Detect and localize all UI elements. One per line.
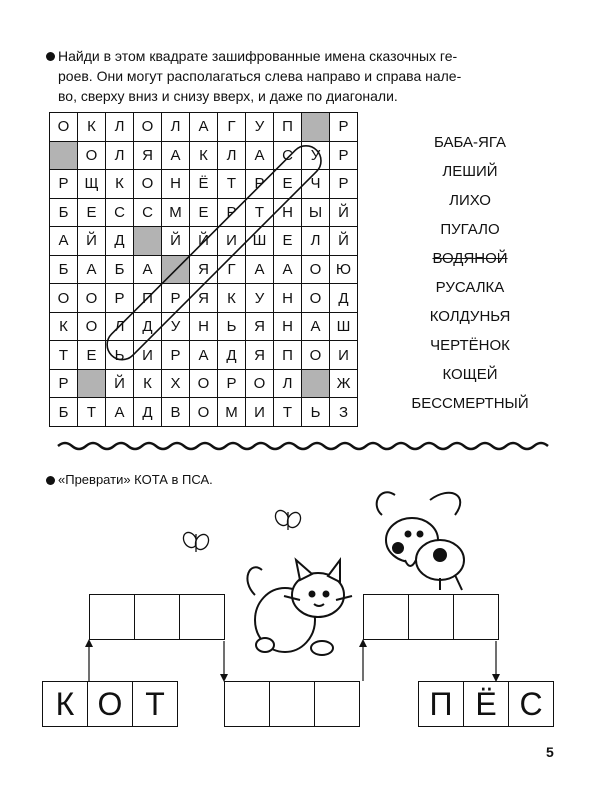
letter-box: К <box>43 682 88 726</box>
grid-cell[interactable]: Е <box>78 199 106 228</box>
grid-cell[interactable]: Б <box>106 256 134 285</box>
grid-cell[interactable]: П <box>274 113 302 142</box>
grid-cell[interactable]: О <box>134 170 162 199</box>
grid-cell[interactable]: Ь <box>106 341 134 370</box>
cat-illustration <box>247 560 352 655</box>
word-list <box>395 128 545 418</box>
grid-cell-blank[interactable] <box>162 256 190 285</box>
grid-cell[interactable]: О <box>302 284 330 313</box>
instruction-line: Найди в этом квадрате зашифрованные имена сказочных ге- <box>58 48 458 64</box>
grid-cell[interactable]: О <box>78 284 106 313</box>
grid-cell[interactable]: К <box>106 170 134 199</box>
grid-cell[interactable]: Н <box>162 170 190 199</box>
page-number: 5 <box>546 744 554 760</box>
grid-cell[interactable]: Т <box>50 341 78 370</box>
instruction-line: роев. Они могут располагаться слева направо и справа нале- <box>58 68 462 84</box>
letter-box[interactable] <box>180 595 224 639</box>
grid-cell[interactable]: Е <box>274 227 302 256</box>
word-row-start <box>42 681 178 727</box>
grid-cell[interactable]: Р <box>218 370 246 399</box>
grid-cell[interactable]: А <box>246 142 274 171</box>
grid-cell[interactable]: Р <box>50 170 78 199</box>
word-list-item: ЛИХО <box>449 192 491 209</box>
grid-cell[interactable]: М <box>162 199 190 228</box>
grid-cell[interactable]: Н <box>274 313 302 342</box>
dog-illustration <box>377 492 464 590</box>
grid-cell[interactable]: Ж <box>330 370 358 399</box>
grid-cell[interactable]: Р <box>50 370 78 399</box>
grid-cell[interactable]: О <box>190 398 218 427</box>
letter-box: П <box>419 682 464 726</box>
grid-cell[interactable]: И <box>246 398 274 427</box>
grid-cell[interactable]: Д <box>330 284 358 313</box>
letter-box: О <box>88 682 133 726</box>
letter-box: Т <box>145 685 165 722</box>
letter-box: Ё <box>464 682 509 726</box>
grid-cell[interactable]: О <box>50 113 78 142</box>
grid-cell[interactable]: Ь <box>302 398 330 427</box>
grid-cell[interactable]: Х <box>162 370 190 399</box>
grid-cell[interactable]: Г <box>218 113 246 142</box>
grid-cell[interactable]: Л <box>274 370 302 399</box>
grid-cell[interactable]: Д <box>218 341 246 370</box>
grid-cell[interactable]: Й <box>330 199 358 228</box>
letter-box: С <box>519 685 543 722</box>
wordsearch-instructions <box>58 46 554 106</box>
letter-box[interactable] <box>135 595 180 639</box>
grid-cell[interactable]: Д <box>106 227 134 256</box>
word-row-upper-right[interactable] <box>363 594 499 640</box>
grid-cell[interactable]: Щ <box>78 170 106 199</box>
grid-cell[interactable]: Е <box>78 341 106 370</box>
grid-cell-blank[interactable] <box>134 227 162 256</box>
grid-cell[interactable]: А <box>246 256 274 285</box>
grid-cell[interactable]: А <box>162 142 190 171</box>
grid-cell[interactable]: С <box>134 199 162 228</box>
grid-cell[interactable]: Т <box>78 398 106 427</box>
grid-cell[interactable]: А <box>302 313 330 342</box>
grid-cell[interactable]: К <box>218 284 246 313</box>
word-list-item: ВОДЯНОЙ <box>432 250 508 267</box>
grid-cell-blank[interactable] <box>302 370 330 399</box>
grid-cell[interactable]: И <box>134 341 162 370</box>
grid-cell[interactable]: О <box>190 370 218 399</box>
grid-cell[interactable]: К <box>190 142 218 171</box>
grid-cell[interactable]: Ь <box>218 313 246 342</box>
wavy-divider <box>58 443 548 449</box>
grid-cell[interactable]: К <box>50 313 78 342</box>
word-list-item: ЧЕРТЁНОК <box>430 337 510 354</box>
arrow-head-up <box>85 639 93 647</box>
grid-cell[interactable]: О <box>302 341 330 370</box>
grid-cell[interactable]: А <box>190 113 218 142</box>
grid-cell[interactable]: Д <box>134 398 162 427</box>
letter-box[interactable] <box>270 682 315 726</box>
grid-cell[interactable]: В <box>162 398 190 427</box>
word-list-item: КОЩЕЙ <box>442 366 498 383</box>
grid-cell[interactable]: Я <box>190 284 218 313</box>
word-search-grid <box>49 112 358 427</box>
grid-cell[interactable]: О <box>50 284 78 313</box>
word-list-item: ЛЕШИЙ <box>442 163 498 180</box>
word-list-item: КОЛДУНЬЯ <box>429 308 511 325</box>
grid-cell[interactable]: А <box>274 256 302 285</box>
grid-cell[interactable]: Н <box>274 199 302 228</box>
grid-cell[interactable]: У <box>246 113 274 142</box>
word-row-end <box>418 681 554 727</box>
grid-cell[interactable]: Р <box>330 142 358 171</box>
word-list-item: БЕССМЕРТНЫЙ <box>411 395 529 412</box>
grid-cell[interactable]: Ы <box>302 199 330 228</box>
letter-box[interactable] <box>315 682 359 726</box>
grid-cell[interactable]: Б <box>50 256 78 285</box>
grid-cell[interactable]: Й <box>162 227 190 256</box>
grid-cell[interactable]: П <box>134 284 162 313</box>
bullet <box>46 52 55 61</box>
grid-cell[interactable]: У <box>162 313 190 342</box>
grid-cell[interactable]: З <box>330 398 358 427</box>
grid-cell[interactable]: Н <box>190 313 218 342</box>
grid-cell[interactable]: А <box>190 341 218 370</box>
grid-cell[interactable]: Ч <box>302 170 330 199</box>
word-list-item: БАБА-ЯГА <box>434 134 506 151</box>
grid-cell-blank[interactable] <box>78 370 106 399</box>
grid-cell[interactable]: А <box>78 256 106 285</box>
word-row-upper-left[interactable] <box>89 594 225 640</box>
grid-cell[interactable]: Е <box>190 199 218 228</box>
grid-cell[interactable]: О <box>78 313 106 342</box>
grid-cell[interactable]: Б <box>50 398 78 427</box>
grid-cell[interactable]: Й <box>106 370 134 399</box>
grid-cell[interactable]: Я <box>246 313 274 342</box>
grid-cell-blank[interactable] <box>302 113 330 142</box>
grid-cell[interactable]: Й <box>190 227 218 256</box>
grid-cell[interactable]: К <box>78 113 106 142</box>
grid-cell[interactable]: С <box>106 199 134 228</box>
grid-cell[interactable]: К <box>134 370 162 399</box>
grid-cell[interactable]: Р <box>330 113 358 142</box>
grid-cell[interactable]: Г <box>218 256 246 285</box>
grid-cell[interactable]: Я <box>190 256 218 285</box>
grid-cell[interactable]: О <box>246 370 274 399</box>
grid-cell[interactable]: Ш <box>330 313 358 342</box>
grid-cell[interactable]: И <box>330 341 358 370</box>
grid-cell[interactable]: О <box>78 142 106 171</box>
grid-cell[interactable]: Т <box>246 199 274 228</box>
grid-cell-blank[interactable] <box>50 142 78 171</box>
word-list-item: ПУГАЛО <box>440 221 500 238</box>
grid-cell[interactable]: Р <box>246 170 274 199</box>
grid-cell[interactable]: Р <box>330 170 358 199</box>
grid-cell[interactable]: Я <box>134 142 162 171</box>
grid-cell[interactable]: Ш <box>246 227 274 256</box>
grid-cell[interactable]: О <box>302 256 330 285</box>
grid-cell[interactable]: У <box>246 284 274 313</box>
letter-box[interactable] <box>409 595 454 639</box>
grid-cell[interactable]: С <box>274 142 302 171</box>
bullet <box>46 476 55 485</box>
grid-cell[interactable]: Р <box>106 284 134 313</box>
butterfly-icon <box>181 530 211 552</box>
grid-cell[interactable]: Л <box>106 113 134 142</box>
grid-cell[interactable]: Л <box>106 313 134 342</box>
grid-cell[interactable]: Я <box>246 341 274 370</box>
grid-cell[interactable]: Й <box>78 227 106 256</box>
word-list-item: РУСАЛКА <box>435 279 505 296</box>
letter-box[interactable] <box>90 595 135 639</box>
grid-cell[interactable]: У <box>302 142 330 171</box>
grid-cell[interactable]: Р <box>218 199 246 228</box>
grid-cell[interactable]: Е <box>274 170 302 199</box>
grid-cell[interactable]: А <box>134 256 162 285</box>
grid-cell[interactable]: М <box>218 398 246 427</box>
grid-cell[interactable]: П <box>274 341 302 370</box>
grid-cell[interactable]: Б <box>50 199 78 228</box>
grid-cell[interactable]: Й <box>330 227 358 256</box>
grid-cell[interactable]: Л <box>106 142 134 171</box>
grid-cell[interactable]: Р <box>162 341 190 370</box>
arrow-head-up <box>359 639 367 647</box>
letter-box[interactable] <box>454 595 498 639</box>
word-row-middle[interactable] <box>224 681 360 727</box>
instruction-line: во, сверху вниз и снизу вверх, и даже по диагонали. <box>58 88 398 104</box>
grid-cell[interactable]: Н <box>274 284 302 313</box>
butterfly-icon <box>273 508 303 530</box>
transform-instructions: «Преврати» КОТА в ПСА. <box>58 472 213 487</box>
grid-cell[interactable]: Т <box>218 170 246 199</box>
grid-cell[interactable]: Л <box>302 227 330 256</box>
grid-cell[interactable]: И <box>218 227 246 256</box>
grid-cell[interactable]: О <box>134 113 162 142</box>
grid-cell[interactable]: Ю <box>330 256 358 285</box>
grid-cell[interactable]: Л <box>162 113 190 142</box>
letter-box[interactable] <box>364 595 409 639</box>
grid-cell[interactable]: Р <box>162 284 190 313</box>
grid-cell[interactable]: Т <box>274 398 302 427</box>
grid-cell[interactable]: А <box>50 227 78 256</box>
grid-cell[interactable]: Л <box>218 142 246 171</box>
grid-cell[interactable]: Д <box>134 313 162 342</box>
grid-cell[interactable]: А <box>106 398 134 427</box>
letter-box[interactable] <box>225 682 270 726</box>
grid-cell[interactable]: Ё <box>190 170 218 199</box>
